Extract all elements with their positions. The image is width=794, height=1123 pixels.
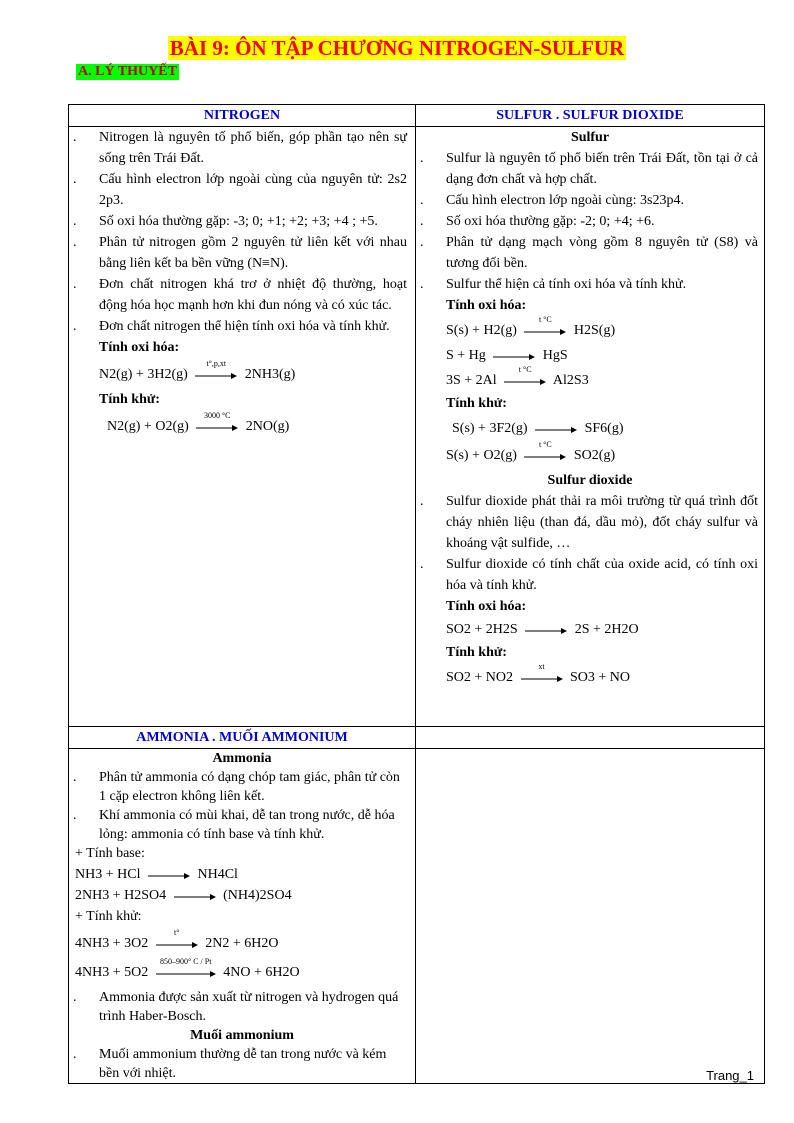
reaction-arrow bbox=[174, 889, 216, 903]
empty-header-cell bbox=[416, 727, 765, 749]
sulfur-dioxide-bullet: . Sulfur dioxide phát thải ra môi trường từ quá trình đốt cháy nhiên liệu (than đá, dầu mỏ), đốt cháy sulfur và khoáng vật sulfide, … bbox=[422, 491, 758, 554]
sulfur-eq: S(s) + 3F2(g) SF6(g) bbox=[452, 421, 624, 436]
ammonia-eq: 4NH3 + 3O2 t° 2N2 + 6H2O bbox=[75, 927, 279, 951]
ammonia-cell bbox=[69, 749, 416, 1084]
sulfur-bullet: . Phân tử dạng mạch vòng gồm 8 nguyên tử (S8) và tương đối bền. bbox=[422, 232, 758, 274]
nitrogen-cell bbox=[69, 127, 416, 727]
ammonium-subheading: Muối ammonium bbox=[190, 1028, 294, 1043]
sulfur-bullet: . Sulfur thể hiện cả tính oxi hóa và tính khử. bbox=[422, 274, 758, 295]
nitrogen-eq-oxi: N2(g) + 3H2(g) t°,p,xt 2NH3(g) bbox=[99, 358, 296, 382]
reaction-arrow: t °C bbox=[524, 324, 566, 338]
reaction-arrow bbox=[493, 349, 535, 363]
ammonia-header: AMMONIA . MUỐI AMMONIUM bbox=[69, 727, 416, 749]
reaction-arrow: t°,p,xt bbox=[195, 368, 237, 382]
sulfur-eq: 3S + 2Al t °C Al2S3 bbox=[446, 364, 589, 388]
sulfur-subheading: Sulfur bbox=[570, 130, 610, 145]
ammonia-subheading: Ammonia bbox=[212, 751, 272, 766]
sulfur-bullet: . Số oxi hóa thường gặp: -2; 0; +4; +6. bbox=[422, 211, 758, 232]
sulfur-cell bbox=[416, 127, 765, 727]
section-heading: A. LÝ THUYẾT bbox=[78, 64, 177, 79]
theory-table bbox=[68, 104, 765, 1084]
sulfur-header: SULFUR . SULFUR DIOXIDE bbox=[416, 105, 765, 127]
nitrogen-bullet: . Cấu hình electron lớp ngoài cùng của nguyên tử: 2s2 2p3. bbox=[75, 169, 407, 211]
ammonia-eq: 2NH3 + H2SO4 (NH4)2SO4 bbox=[75, 888, 292, 903]
reaction-arrow: 850–900° C / Pt bbox=[156, 966, 216, 980]
reaction-arrow: t °C bbox=[524, 449, 566, 463]
nitrogen-khu-label: Tính khử: bbox=[99, 392, 160, 407]
so2-oxi-label: Tính oxi hóa: bbox=[446, 599, 527, 614]
nitrogen-bullet: . Phân tử nitrogen gồm 2 nguyên tử liên kết với nhau bằng liên kết ba bền vững (N≡N). bbox=[75, 232, 407, 274]
ammonia-bullet: . Khí ammonia có mùi khai, dễ tan trong nước, dễ hóa lỏng: ammonia có tính base và tính khử. bbox=[75, 806, 409, 844]
nitrogen-header: NITROGEN bbox=[69, 105, 416, 127]
ammonium-bullet: . Muối ammonium thường dễ tan trong nước và kém bền với nhiệt. bbox=[75, 1045, 409, 1083]
so2-khu-label: Tính khử: bbox=[446, 645, 507, 660]
sulfur-eq: S + Hg HgS bbox=[446, 348, 568, 363]
ammonia-bullet: . Ammonia được sản xuất từ nitrogen và hydrogen quá trình Haber-Bosch. bbox=[75, 988, 409, 1026]
empty-cell bbox=[416, 749, 765, 1084]
sulfur-eq: S(s) + O2(g) t °C SO2(g) bbox=[446, 439, 616, 463]
page-number: Trang_1 bbox=[706, 1068, 754, 1083]
nitrogen-eq-khu: N2(g) + O2(g) 3000 °C 2NO(g) bbox=[107, 410, 290, 434]
sulfur-khu-label: Tính khử: bbox=[446, 396, 507, 411]
khu-label: + Tính khử: bbox=[75, 909, 142, 924]
page-title: BÀI 9: ÔN TẬP CHƯƠNG NITROGEN-SULFUR bbox=[169, 36, 625, 60]
nitrogen-bullet: . Nitrogen là nguyên tố phổ biến, góp phần tạo nên sự sống trên Trái Đất. bbox=[75, 127, 407, 169]
reaction-arrow bbox=[148, 868, 190, 882]
sulfur-dioxide-subheading: Sulfur dioxide bbox=[547, 473, 633, 488]
reaction-arrow: t °C bbox=[504, 374, 546, 388]
ammonia-bullet: . Phân tử ammonia có dạng chóp tam giác, phân tử còn 1 cặp electron không liên kết. bbox=[75, 768, 409, 806]
nitrogen-bullet: . Đơn chất nitrogen thể hiện tính oxi hóa và tính khử. bbox=[75, 316, 407, 337]
sulfur-bullet: . Sulfur là nguyên tố phổ biến trên Trái Đất, tồn tại ở cả dạng đơn chất và hợp chất. bbox=[422, 148, 758, 190]
base-label: + Tính base: bbox=[75, 846, 145, 861]
reaction-arrow: xt bbox=[521, 671, 563, 685]
sulfur-eq: S(s) + H2(g) t °C H2S(g) bbox=[446, 314, 616, 338]
reaction-arrow: t° bbox=[156, 937, 198, 951]
ammonia-eq: NH3 + HCl NH4Cl bbox=[75, 867, 238, 882]
reaction-arrow bbox=[525, 623, 567, 637]
sulfur-dioxide-bullet: . Sulfur dioxide có tính chất của oxide acid, có tính oxi hóa và tính khử. bbox=[422, 554, 758, 596]
so2-eq: SO2 + NO2 xt SO3 + NO bbox=[446, 661, 631, 685]
ammonia-eq: 4NH3 + 5O2 850–900° C / Pt 4NO + 6H2O bbox=[75, 956, 300, 980]
sulfur-bullet: . Cấu hình electron lớp ngoài cùng: 3s23p4. bbox=[422, 190, 758, 211]
nitrogen-bullet: . Số oxi hóa thường gặp: -3; 0; +1; +2; +3; +4 ; +5. bbox=[75, 211, 407, 232]
reaction-arrow bbox=[535, 422, 577, 436]
nitrogen-bullet: . Đơn chất nitrogen khá trơ ở nhiệt độ thường, hoạt động hóa học mạnh hơn khi đun nóng và có xúc tác. bbox=[75, 274, 407, 316]
nitrogen-oxi-label: Tính oxi hóa: bbox=[99, 340, 180, 355]
reaction-arrow: 3000 °C bbox=[196, 420, 238, 434]
sulfur-oxi-label: Tính oxi hóa: bbox=[446, 298, 527, 313]
so2-eq: SO2 + 2H2S 2S + 2H2O bbox=[446, 622, 639, 637]
